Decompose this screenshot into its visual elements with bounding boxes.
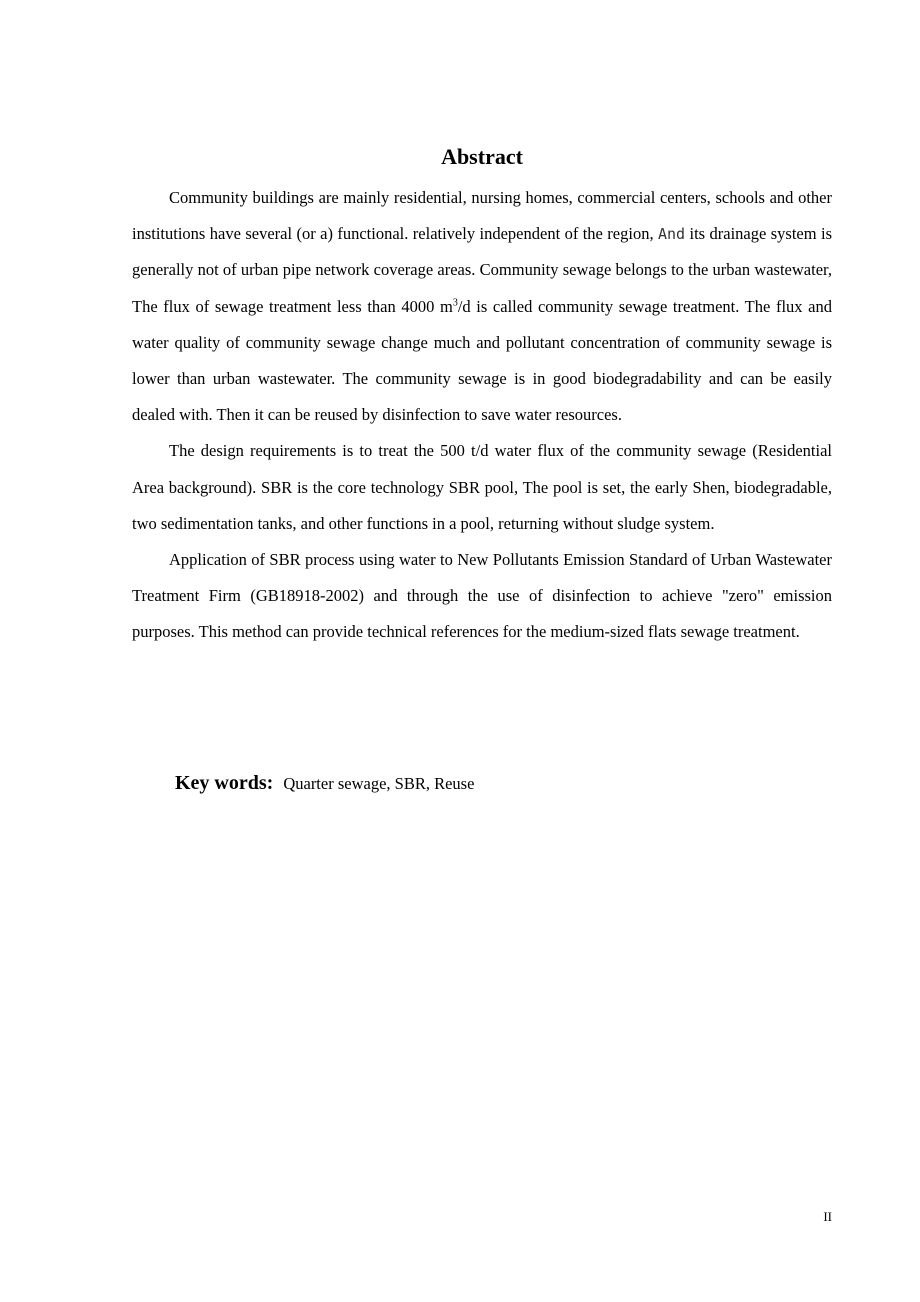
paragraph-1-text-b: its drainage system is generally not of urban pipe network coverage areas. Community sewage belongs to the urban wastewater, The flux of sewage treatment less than 4000 m [132, 224, 832, 316]
superscript-exponent: 3 [452, 297, 458, 309]
paragraph-1-text-c: /d is called community sewage treatment. The flux and water quality of community sewage change much and pollutant concentration of community sewage is lower than urban wastewater. The community sewage is in good biodegradability and can be easily dealed with. Then it can be reused by disinfection to save water resources. [132, 296, 832, 425]
paragraph-1-mono-word: And [658, 225, 686, 244]
page-number: II [823, 1209, 832, 1224]
abstract-title: Abstract [441, 144, 523, 169]
keywords-line [175, 768, 474, 799]
abstract-paragraph-3: Application of SBR process using water to New Pollutants Emission Standard of Urban Wastewater Treatment Firm (GB18918-2002) and through the use of disinfection to achieve "zero" emission purposes. This method can provide technical references for the medium-sized flats sewage treatment. [132, 550, 832, 642]
keywords-value: Quarter sewage, SBR, Reuse [283, 774, 475, 793]
abstract-body [132, 180, 832, 651]
abstract-paragraph-1 [132, 180, 832, 433]
paragraph-1-text-a: Community buildings are mainly residential, nursing homes, commercial centers, schools and other institutions have several (or a) functional. relatively independent of the region, [132, 188, 832, 244]
abstract-paragraph-2: The design requirements is to treat the 500 t/d water flux of the community sewage (Residential Area background). SBR is the core technology SBR pool, The pool is set, the early Shen, biodegradable, two sedimentation tanks, and other functions in a pool, returning without sludge system. [132, 441, 832, 533]
keywords-label: Key words: [175, 772, 274, 794]
